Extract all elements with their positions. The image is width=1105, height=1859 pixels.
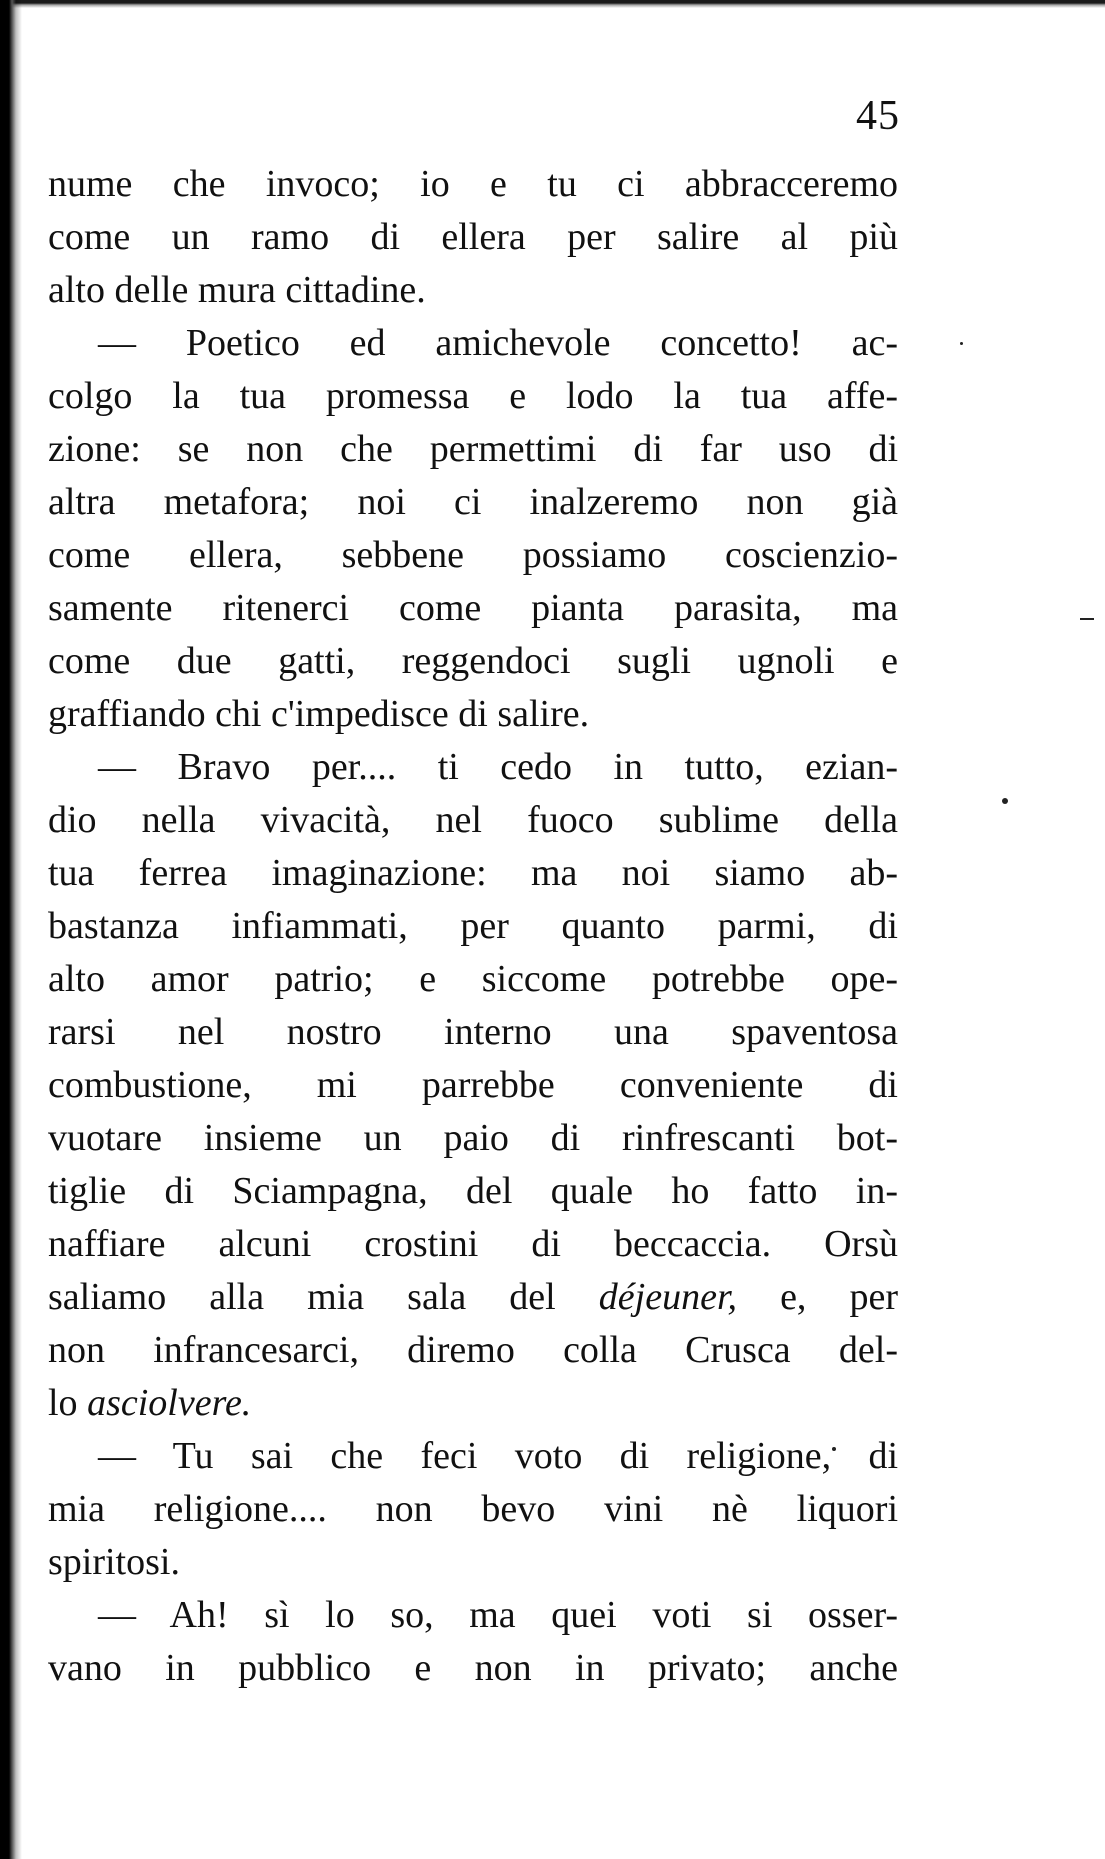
italic-word: asciolvere. xyxy=(87,1382,252,1424)
text-line: nume che invoco; io e tu ci abbracceremo xyxy=(48,163,898,205)
text-line: — Ah! sì lo so, ma quei voti si osser- xyxy=(98,1594,898,1636)
text-line: — Tu sai che feci voto di religione, di xyxy=(98,1435,898,1477)
text-line: tiglie di Sciampagna, del quale ho fatto in- xyxy=(48,1170,898,1212)
scan-top-border xyxy=(0,0,1105,8)
text-line: saliamo alla mia sala del déjeuner, e, per xyxy=(48,1276,898,1318)
text-line: spiritosi. xyxy=(48,1541,180,1583)
text-line: samente ritenerci come pianta parasita, ma xyxy=(48,587,898,629)
text-line: — Poetico ed amichevole concetto! ac- xyxy=(98,322,898,364)
text-line: mia religione.... non bevo vini nè liquori xyxy=(48,1488,898,1530)
text-line: vano in pubblico e non in privato; anche xyxy=(48,1647,898,1689)
text-line: alto amor patrio; e siccome potrebbe ope- xyxy=(48,958,898,1000)
scan-left-border xyxy=(0,0,22,1859)
page-number: 45 xyxy=(856,93,900,139)
text-line: — Bravo per.... ti cedo in tutto, ezian- xyxy=(98,746,898,788)
body-text xyxy=(48,158,898,1695)
text-line: come ellera, sebbene possiamo coscienzio- xyxy=(48,534,898,576)
text-line: dio nella vivacità, nel fuoco sublime della xyxy=(48,799,898,841)
text-line: graffiando chi c'impedisce di salire. xyxy=(48,693,590,735)
text-line: zione: se non che permettimi di far uso di xyxy=(48,428,898,470)
text-line: rarsi nel nostro interno una spaventosa xyxy=(48,1011,898,1053)
scan-speck xyxy=(1002,798,1008,804)
text-line: altra metafora; noi ci inalzeremo non già xyxy=(48,481,898,523)
text-line: alto delle mura cittadine. xyxy=(48,269,426,311)
italic-word: déjeuner, xyxy=(598,1276,738,1318)
text-line: lo asciolvere. xyxy=(48,1382,252,1424)
text-line: colgo la tua promessa e lodo la tua affe- xyxy=(48,375,898,417)
text-line: bastanza infiammati, per quanto parmi, di xyxy=(48,905,898,947)
text-line: tua ferrea imaginazione: ma noi siamo ab- xyxy=(48,852,898,894)
text-line: come due gatti, reggendoci sugli ugnoli e xyxy=(48,640,898,682)
text-line: combustione, mi parrebbe conveniente di xyxy=(48,1064,898,1106)
scan-speck xyxy=(1080,618,1094,620)
text-line: naffiare alcuni crostini di beccaccia. Orsù xyxy=(48,1223,898,1265)
scan-speck xyxy=(960,342,963,345)
text-line: vuotare insieme un paio di rinfrescanti bot- xyxy=(48,1117,898,1159)
text-line: non infrancesarci, diremo colla Crusca del- xyxy=(48,1329,898,1371)
text-line: come un ramo di ellera per salire al più xyxy=(48,216,898,258)
